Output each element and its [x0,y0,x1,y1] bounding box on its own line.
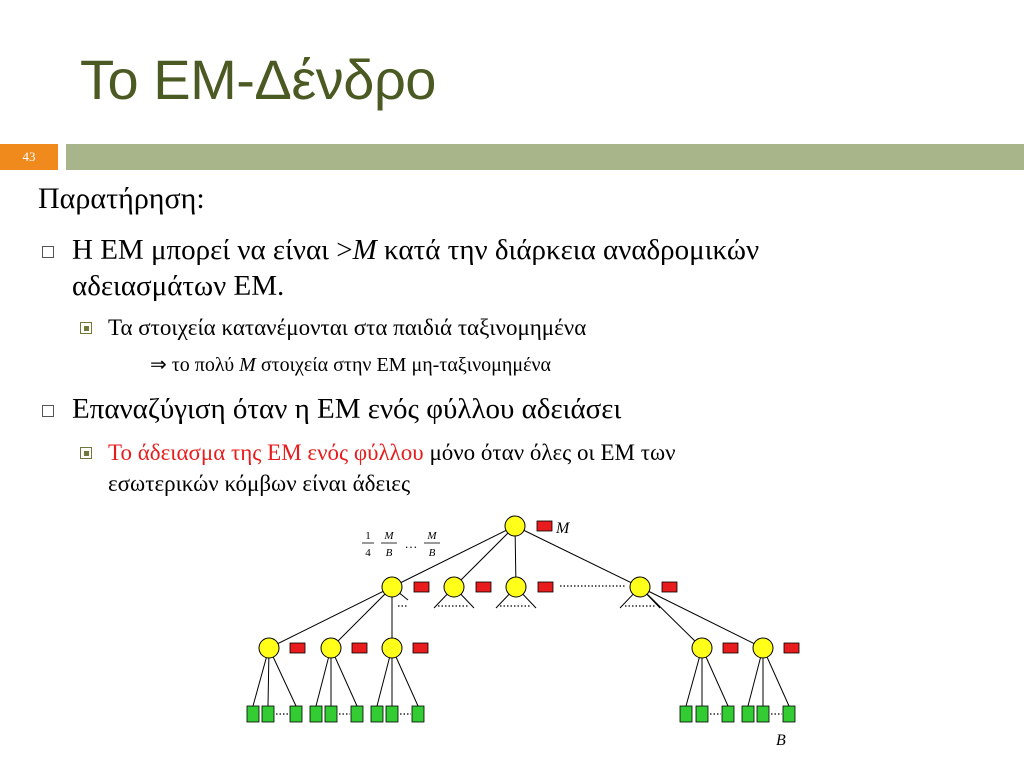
leaf-block [696,706,708,722]
frac-M-num-2: M [427,530,437,542]
leaf-block [722,706,734,722]
buffer-block [723,643,738,653]
tree-node [692,638,712,658]
bullet-2: Επαναζύγιση όταν η ΕΜ ενός φύλλου αδειάσει [72,393,622,425]
leaf-block [325,706,337,722]
tree-node [259,638,279,658]
tree-node [505,516,525,536]
frac-quarter-num: 1 [365,530,371,542]
tree-node [630,577,650,597]
buffer-block [537,521,552,531]
sub-bullet-2-red: Το άδειασμα της ΕΜ ενός φύλλου [108,440,424,465]
tree-node [321,638,341,658]
leaf-block [412,706,424,722]
tree-edge [331,587,392,648]
sub-sub-text-a: το πολύ [166,354,240,376]
leaf-block [247,706,259,722]
leaf-block [351,706,363,722]
buffer-block [290,643,305,653]
tree-node [382,577,402,597]
frac-B-den: B [385,547,393,559]
tree-edge [454,526,515,587]
leaf-block [371,706,383,722]
buffer-block [352,643,367,653]
buffer-block [662,582,677,592]
frac-M-num: M [384,530,394,542]
leaf-block [742,706,754,722]
leaf-block [262,706,274,722]
leaf-block [290,706,302,722]
buffer-block [413,643,428,653]
leaf-block [680,706,692,722]
leaf-block [310,706,322,722]
fraction-label [362,530,440,559]
frac-B-den-2: B [428,547,436,559]
label-B: B [776,732,786,749]
page-number: 43 [0,144,58,170]
tree-node [753,638,773,658]
sub-sub-text-b: στοιχεία στην ΕΜ μη-ταξινομημένα [255,354,551,376]
frac-ellipsis: … [404,536,418,551]
tree-edge [640,587,702,648]
tree-edge [515,526,640,587]
sub-bullet-2-line-2: εσωτερικών κόμβων είναι άδειες [108,471,411,496]
frac-quarter-den: 4 [365,547,371,559]
tree-edges [253,526,789,706]
leaf-block [783,706,795,722]
bullet-1-line-2: αδειασμάτων ΕΜ. [72,270,285,302]
bullet-1-text-b: κατά την διάρκεια αναδρομικών [376,234,760,266]
leaf-block [757,706,769,722]
bullet-1-text-a: Η ΕΜ μπορεί να είναι > [72,234,353,266]
leaf-block [386,706,398,722]
tree-node [506,577,526,597]
observation-heading: Παρατήρηση: [38,182,205,215]
tree-node [382,638,402,658]
buffer-block [476,582,491,592]
slide-title: Το ΕΜ-Δένδρο [80,48,436,111]
buffer-block [784,643,799,653]
buffer-block [538,582,553,592]
sub-bullet-1: Τα στοιχεία κατανέμονται στα παιδιά ταξινομημένα [108,315,587,340]
label-M: M [556,520,570,537]
tree-node [444,577,464,597]
sub-sub-M: M [239,354,256,376]
implies-arrow-icon: ⇒ [150,354,167,376]
bullet-1-M: M [352,234,377,266]
sub-bullet-2-rest: μόνο όταν όλες οι ΕΜ των [423,440,676,465]
tree-nodes [247,516,799,722]
buffer-block [414,582,429,592]
